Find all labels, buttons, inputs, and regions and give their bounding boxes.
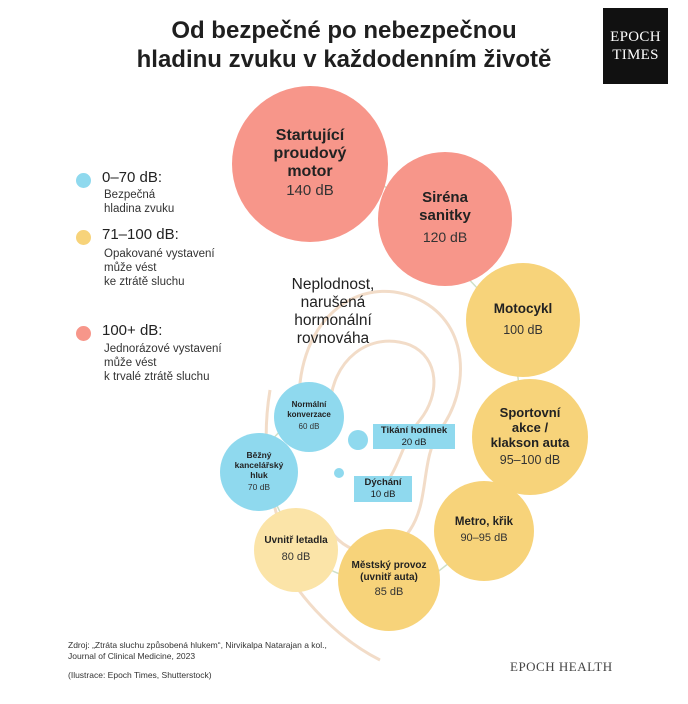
dot-clock — [348, 430, 368, 450]
bubble-value: 90–95 dB — [460, 532, 508, 544]
tag-label: Tikání hodinek — [380, 424, 448, 436]
bubble-airplane — [254, 508, 338, 592]
logo-line-2: TIMES — [612, 47, 659, 63]
bubble-label: Městský provoz — [351, 560, 427, 571]
legend-desc-line: Bezpečná — [104, 189, 156, 201]
bubble-conversation — [274, 382, 344, 452]
health-effects-line: rovnováha — [296, 330, 370, 347]
legend-dot-moderate — [76, 230, 91, 245]
tag-clock — [373, 424, 455, 449]
legend-range-moderate: 71–100 dB: — [102, 226, 179, 243]
bubble-label: akce / — [511, 419, 549, 435]
bubble-label: konverzace — [287, 410, 331, 419]
bubble-label: proudový — [273, 145, 347, 162]
logo-line-1: EPOCH — [610, 29, 661, 45]
legend-desc-line: může vést — [104, 357, 157, 369]
tag-value: 10 dB — [370, 489, 396, 500]
bubble-office-noise — [220, 433, 298, 511]
tag-breathing — [354, 476, 412, 502]
image-credit: (Ilustrace: Epoch Times, Shutterstock) — [68, 670, 212, 680]
legend-desc-line: ke ztrátě sluchu — [104, 276, 185, 288]
legend-desc-moderate — [104, 247, 215, 289]
title-line-1: Od bezpečné po nebezpečnou — [171, 17, 517, 44]
legend-range-danger: 100+ dB: — [102, 322, 163, 339]
legend-desc-danger — [104, 342, 222, 384]
bubble-label: Siréna — [422, 189, 468, 206]
title-line-2: hladinu zvuku v každodenním životě — [136, 46, 552, 73]
legend-desc-line: hladina zvuku — [104, 203, 175, 215]
legend-desc-line: může vést — [104, 262, 157, 274]
bubble-label: Motocykl — [493, 301, 553, 316]
bubble-motorcycle — [466, 263, 580, 377]
health-effects-line: hormonální — [294, 312, 372, 329]
bubble-label: Startující — [275, 127, 345, 144]
tag-value: 20 dB — [401, 436, 427, 448]
bubble-label: klakson auta — [490, 434, 570, 450]
bubble-city-traffic — [338, 529, 440, 631]
bubble-jet-engine — [232, 86, 388, 242]
bubble-value: 100 dB — [503, 323, 543, 337]
legend-desc-line: Jednorázové vystavení — [104, 343, 222, 355]
epoch-health-logo: EPOCH HEALTH — [510, 659, 613, 674]
legend-desc-line: k trvalé ztrátě sluchu — [104, 371, 210, 383]
tag-label: Dýchání — [364, 477, 402, 488]
health-effects-line: narušená — [300, 294, 366, 311]
bubble-value: 70 dB — [247, 482, 271, 492]
legend-range-safe: 0–70 dB: — [102, 169, 163, 186]
legend-dot-safe — [76, 173, 91, 188]
legend-desc-safe — [104, 188, 174, 216]
bubble-label: Sportovní — [499, 404, 561, 420]
health-effects-line: Neplodnost, — [291, 276, 375, 293]
bubble-sports-horn — [472, 379, 588, 495]
bubble-value: 60 dB — [298, 422, 320, 431]
bubble-siren — [378, 152, 512, 286]
source-line: Zdroj: „Ztráta sluchu způsobená hlukem“, Nirvikalpa Natarajan a kol., — [68, 640, 327, 650]
health-effects-text — [268, 276, 398, 348]
bubble-value: 120 dB — [422, 229, 468, 245]
bubble-label: kancelářský — [234, 460, 284, 470]
bubble-value: 85 dB — [374, 586, 404, 598]
bubble-label: Normální — [291, 400, 327, 409]
legend-desc-line: Opakované vystavení — [104, 248, 215, 260]
bubble-metro — [434, 481, 534, 581]
bubble-value: 95–100 dB — [499, 452, 561, 467]
bubble-label: Běžný — [246, 450, 272, 460]
bubble-label: Metro, křik — [454, 516, 514, 528]
bubble-label: Uvnitř letadla — [264, 534, 328, 546]
dot-breathing — [334, 468, 344, 478]
source-citation — [68, 640, 327, 662]
source-line: Journal of Clinical Medicine, 2023 — [68, 651, 196, 661]
bubble-value: 140 dB — [286, 182, 334, 199]
bubble-label: motor — [287, 163, 333, 180]
bubble-label: hluk — [250, 470, 268, 480]
bubble-label: (uvnitř auta) — [360, 572, 418, 583]
bubble-value: 80 dB — [281, 550, 311, 563]
legend-dot-danger — [76, 326, 91, 341]
bubble-label: sanitky — [419, 207, 471, 224]
